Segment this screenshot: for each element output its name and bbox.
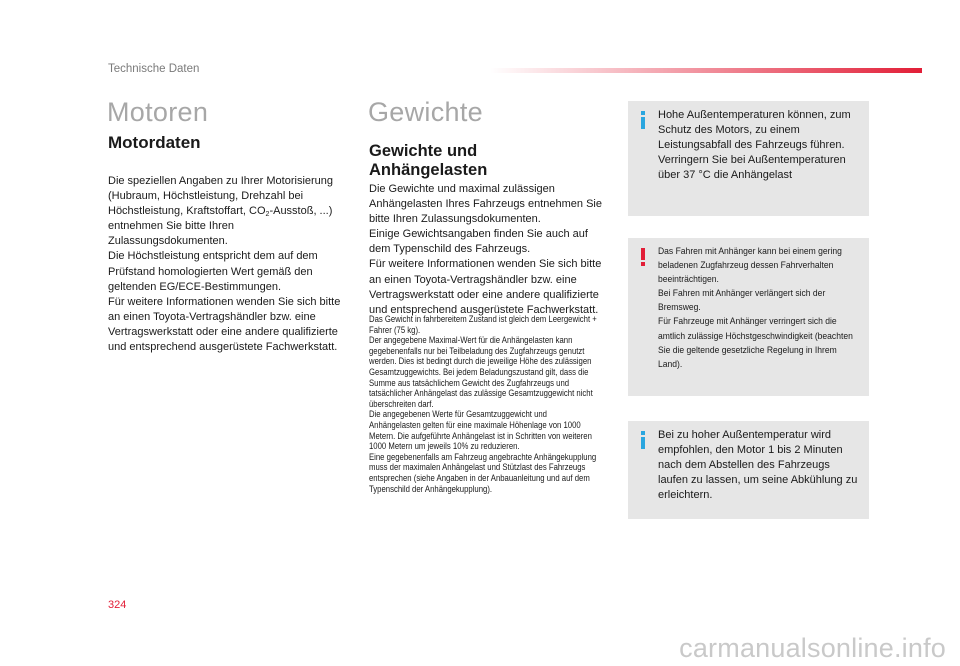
engine-paragraph-3: Für weitere Informationen wenden Sie sich bitte an einen Toyota-Vertragshändler bzw. eine Vertragswerkstatt oder eine andere qualifizierte und entsprechend ausgerüstete Fachwerkstatt. — [108, 295, 341, 354]
weights-paragraph-3: Für weitere Informationen wenden Sie sich bitte an einen Toyota-Vertragshändler bzw. eine Vertragswerkstatt oder eine andere qualifizierte und entsprechend ausgerüstete Fachwerkstatt. — [369, 258, 602, 316]
weights-heading: Gewichte und Anhängelasten — [369, 142, 488, 179]
info-box-temperature-text: Hohe Außentemperaturen können, zum Schutz des Motors, zu einem Leistungsabfall des Fahrzeugs führen. Verringern Sie bei Außentemperaturen über 37 °C die Anhängelast — [658, 109, 851, 182]
watermark: carmanualsonline.info — [679, 633, 946, 663]
engine-paragraph-1 — [108, 174, 352, 249]
weights-text — [369, 182, 607, 318]
info-icon — [638, 431, 648, 449]
engine-data-heading: Motordaten — [108, 133, 201, 152]
info-icon — [638, 111, 648, 129]
co2-subscript: 2 — [265, 211, 270, 219]
warning-paragraph-1: Das Fahren mit Anhänger kann bei einem gering beladenen Zugfahrzeug dessen Fahrverhalten beeinträchtigen. — [658, 246, 842, 286]
info-box-cooldown-text: Bei zu hoher Außentemperatur wird empfohlen, den Motor 1 bis 2 Minuten nach dem Abstellen des Fahrzeugs laufen zu lassen, um seine Abkühlung zu erleichtern. — [658, 429, 858, 502]
info-box-cooldown — [628, 421, 869, 519]
warning-icon — [638, 248, 648, 266]
weights-title: Gewichte — [368, 97, 483, 127]
engine-paragraph-2: Die Höchstleistung entspricht dem auf dem Prüfstand homologierten Wert gemäß den geltenden EG/ECE-Bestimmungen. — [108, 250, 318, 293]
fineprint-1: Das Gewicht in fahrbereitem Zustand ist gleich dem Leergewicht + Fahrer (75 kg). — [369, 314, 597, 335]
header-accent-bar — [490, 68, 922, 73]
fineprint-3: Die angegebenen Werte für Gesamtzuggewicht und Anhängelasten gelten für eine maximale Höhenlage von 1000 Metern. Die aufgeführte Anhängelast ist in Schritten von weiteren 1000 Metern um jeweils 10% zu reduzieren. — [369, 409, 592, 452]
warning-box-trailer — [628, 238, 869, 396]
warning-paragraph-2: Bei Fahren mit Anhänger verlängert sich der Bremsweg. — [658, 288, 826, 314]
engines-title: Motoren — [107, 97, 209, 127]
weights-paragraph-2: Einige Gewichtsangaben finden Sie auch auf dem Typenschild des Fahrzeugs. — [369, 228, 588, 256]
engine-p1-text: Die speziellen Angaben zu Ihrer Motorisierung (Hubraum, Höchstleistung, Drehzahl bei Höchstleistung, Kraftstoffart, CO — [108, 175, 334, 218]
weights-fineprint — [369, 314, 597, 494]
fineprint-4: Eine gegebenenfalls am Fahrzeug angebrachte Anhängekupplung muss der maximalen Anhängelast und Stützlast des Fahrzeugs entsprechen (siehe Angaben in der Anbauanleitung und auf dem Typenschild der Anhängekupplung). — [369, 451, 597, 494]
page-number: 324 — [108, 599, 127, 611]
weights-paragraph-1: Die Gewichte und maximal zulässigen Anhängelasten Ihres Fahrzeugs entnehmen Sie bitte Ihren Zulassungsdokumenten. — [369, 183, 602, 226]
engine-p1-text-end: -Ausstoß, ...) entnehmen Sie bitte Ihren Zulassungsdokumenten. — [108, 205, 333, 248]
fineprint-2: Der angegebene Maximal-Wert für die Anhängelasten kann gegebenenfalls nur bei Teilbeladung des Zugfahrzeugs genutzt werden. Dies ist bedingt durch die jeweilige Höhe des zulässigen Gesamtzuggewichts. Bei jedem Beladungszustand gilt, dass die Summe aus tatsächlichem Gewicht des Zugfahrzeugs und tatsächlicher Anhängelast das zulässige Gesamtzuggewicht nicht überschreiten darf. — [369, 335, 593, 409]
info-box-temperature — [628, 101, 869, 216]
warning-paragraph-3: Für Fahrzeuge mit Anhänger verringert sich die amtlich zulässige Höchstgeschwindigkeit (beachten Sie die geltende gesetzliche Regelung in Ihrem Land). — [658, 316, 853, 370]
warning-box-trailer-text — [658, 245, 861, 372]
section-label: Technische Daten — [108, 63, 200, 75]
engine-data-text — [108, 174, 352, 355]
